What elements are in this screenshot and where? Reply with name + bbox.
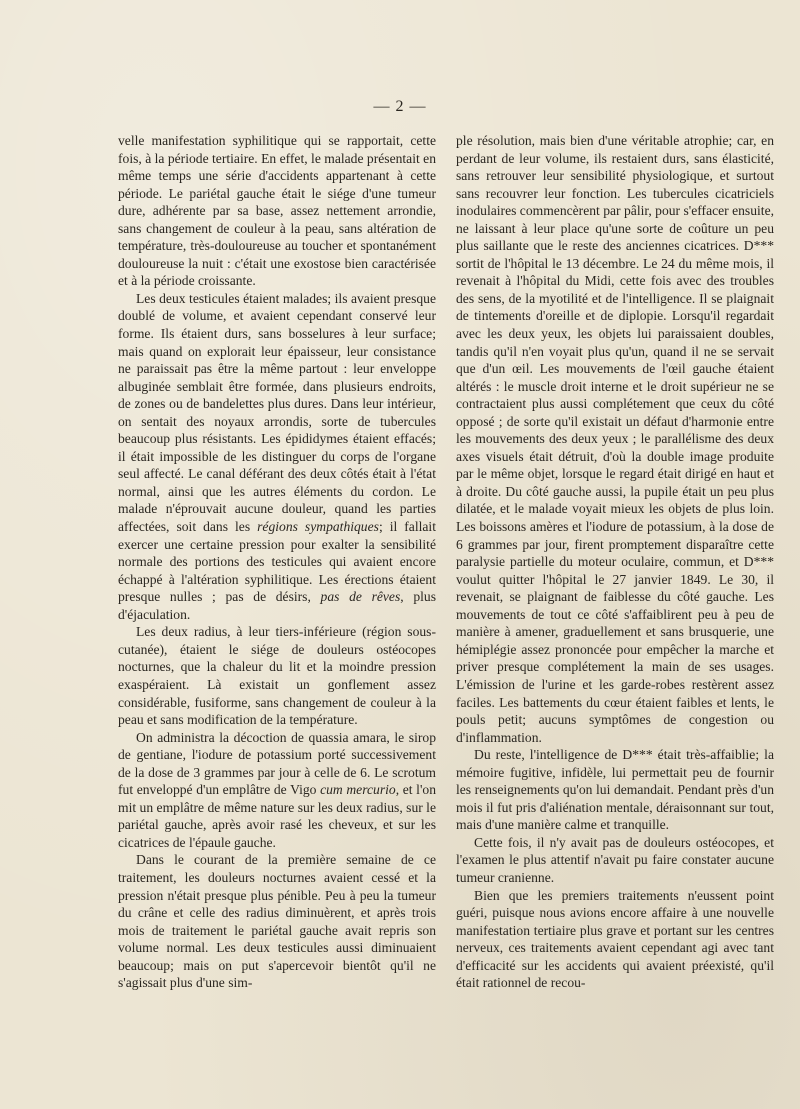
italic-term: régions sympathiques: [257, 519, 379, 535]
page-number: — 2 —: [373, 98, 427, 115]
text-segment: , et l'on mit un emplâtre de même nature sur les deux radius, sur le pariétal gauche, après avoir rasé les cheveux, et sur les cicatrices de l'épaule gauche.: [118, 782, 436, 850]
paragraph-continuation: ple résolution, mais bien d'une véritable atrophie; car, en perdant de leur volume, ils restaient durs, sans élasticité, sans retrouver leur sensibilité physiologique, et surtout sans recouvrer leur fonction. Les tubercules cicatriciels inodulaires commencèrent par pâlir, pour s'effacer ensuite, ne laissant à leur place qu'une sorte de coûture un peu plus saillante que le reste des anciennes cicatrices. D*** sortit de l'hôpital le 13 décembre. Le 24 du même mois, il revenait à l'hôpital du Midi, cette fois avec des troubles des sens, de la myotilité et de l'intelligence. Il se plaignait de tintements d'oreille et de diplopie. Lorsqu'il regardait avec les deux yeux, les objets lui paraissaient doubles, tandis qu'il n'en voyait plus qu'un, quand il ne se servait que d'un œil. Les mouvements de l'œil gauche étaient altérés : le muscle droit interne et le droit supérieur ne se contractaient plus aussi complétement que ceux du côté opposé ; de sorte qu'il existait un défaut d'harmonie entre les mouvements des deux yeux ; le parallélisme des deux axes visuels était détruit, d'où la double image produite par le même objet, lorsque le regard était dirigé en haut et à droite. Du côté gauche aussi, la pupile était un peu plus dilatée, et le malade voyait mieux les objets de plus loin. Les boissons amères et l'iodure de potassium, à la dose de 6 grammes par jour, firent promptement disparaître cette paralysie partielle du moteur oculaire, commun, et D*** voulut quitter l'hôpital le 27 janvier 1849. Le 30, il revenait, se plaignant de faiblesse du côté gauche. Les mouvements de tout ce côté s'affaiblirent peu à peu de manière à amener, graduellement et sans brusquerie, une hémiplégie assez prononcée pour empêcher la marche et priver presque complétement la main de ses usages. L'émission de l'urine et les garde-robes restèrent assez faciles. Les battements du cœur étaient faibles et lents, le pouls petit; aucuns symptômes de congestion ou d'inflammation.: [456, 133, 774, 745]
paragraph-radius: Les deux radius, à leur tiers-inférieure (région sous-cutanée), étaient le siége de douleurs ostéocopes nocturnes, que la chaleur du lit et la moindre pression exaspéraient. Là existait un gonflement assez considérable, fusiforme, sans changement de couleur à la peau et sans modification de la température.: [118, 624, 436, 728]
paragraph-treatment: [118, 729, 436, 852]
text-segment: , plus d'éjaculation.: [118, 589, 436, 622]
paragraph-conclusion: Bien que les premiers traitements n'eussent point guéri, puisque nous avions encore affaire à une nouvelle manifestation tertiaire plus grave et portant sur les centres nerveux, ces traitements avaient cependant agi avec tant d'efficacité sur les accidents qui avaient préexisté, qu'il était rationnel de recou-: [456, 887, 774, 991]
text-segment: On administra la décoction de quassia amara, le sirop de gentiane, l'iodure de potassium porté successivement de la dose de 3 grammes par jour à celle de 6. Le scrotum fut enveloppé d'un emplâtre de Vigo: [118, 729, 436, 798]
paragraph-intelligence: Du reste, l'intelligence de D*** était très-affaiblie; la mémoire fugitive, infidèle, lui permettait peu de fournir les renseignements qu'on lui demandait. Pendant près d'un mois il fut pris d'aliénation mentale, déraisonnant sur tout, mais d'une manière calme et tranquille.: [456, 747, 774, 833]
paragraph-testicules: [118, 290, 436, 623]
right-column: [456, 132, 774, 992]
italic-term: pas de rêves: [320, 589, 401, 605]
paragraph-continuation: velle manifestation syphilitique qui se rapportait, cette fois, à la période tertiaire. En effet, le malade présentait en même temps une série d'accidents appartenant à cette période. Le pariétal gauche était le siége d'une tumeur dure, adhérente par sa base, assez nettement arrondie, sans changement de couleur à la peau, sans altération de température, très-douloureuse au toucher et spontanément douloureuse la nuit : c'était une exostose bien caractérisée et à la période croissante.: [118, 133, 436, 289]
text-segment: Les deux testicules étaient malades; ils avaient presque doublé de volume, et avaient cependant conservé leur forme. Ils étaient durs, sans bosselures à leur surface; mais quand on explorait leur épaisseur, leur consistance ne paraissait pas être la même partout : leur enveloppe albuginée semblait être formée, dans plusieurs endroits, de zones ou de bandelettes plus dures. Dans leur intérieur, on sentait des noyaux arrondis, sorte de tubercules beaucoup plus résistants. Les épididymes étaient effacés; il était impossible de les distinguer du corps de l'organe seul affecté. Le canal déférant des deux côtés était à l'état normal, ainsi que les autres éléments du cordon. Le malade n'éprouvait aucune douleur, quand les parties affectées, soit dans les: [118, 290, 436, 535]
italic-term: cum mercurio: [320, 782, 396, 798]
left-column: [118, 132, 436, 992]
text-segment: ; il fallait exercer une certaine pression pour exalter la sensibilité normale des portions des testicules qui avaient encore échappé à l'altération syphilitique. Les érections étaient presque nulles ; pas de désirs,: [118, 519, 436, 605]
paragraph-no-pain: Cette fois, il n'y avait pas de douleurs ostéocopes, et l'examen le plus attentif n'avait pu faire constater aucune tumeur cranienne.: [456, 834, 774, 885]
paragraph-first-week: Dans le courant de la première semaine de ce traitement, les douleurs nocturnes avaient cessé et la pression n'était presque plus pénible. Peu à peu la tumeur du crâne et celle des radius diminuèrent, et après trois mois de traitement le pariétal gauche avait repris son volume normal. Les deux testicules aussi diminuaient beaucoup; mais on put s'apercevoir bientôt qu'il ne s'agissait plus d'une sim-: [118, 852, 436, 991]
